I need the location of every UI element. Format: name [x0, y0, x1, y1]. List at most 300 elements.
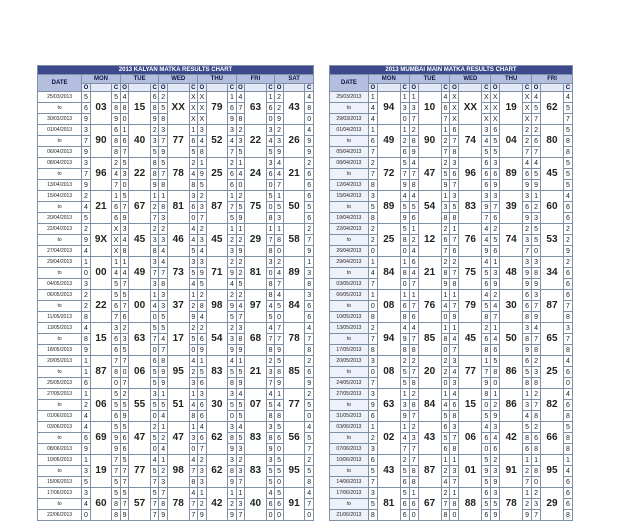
open-panna-digit: 3: [159, 301, 168, 312]
week-row: [330, 411, 573, 422]
open-panna-digit: 7: [491, 312, 500, 323]
week-row: [330, 510, 573, 521]
open-panna-digit: 7: [450, 235, 459, 246]
jodi-result: 74: [500, 224, 523, 257]
open-panna-digit: 3: [491, 422, 500, 433]
open-panna-digit: 4: [82, 202, 91, 213]
week-end-date: 04/05/2013: [38, 279, 82, 290]
jodi-result: 40: [245, 488, 267, 521]
open-panna-digit: 7: [159, 136, 168, 147]
close-panna-digit: 7: [482, 367, 491, 378]
open-panna-digit: 4: [82, 246, 91, 257]
open-panna-digit: 2: [368, 158, 377, 169]
open-panna-digit: 3: [368, 356, 377, 367]
open-panna-digit: 5: [120, 345, 129, 356]
close-panna-digit: 4: [266, 488, 275, 499]
open-panna-digit: 2: [491, 224, 500, 235]
open-panna-digit: 1: [236, 488, 245, 499]
open-panna-digit: 0: [450, 510, 459, 521]
jodi-result: 30: [500, 290, 523, 323]
week-start-date: 13/05/2013: [330, 323, 369, 334]
jodi-result: 62: [541, 92, 564, 125]
open-panna-digit: 2: [275, 92, 284, 103]
open-panna-digit: 7: [236, 477, 245, 488]
open-panna-digit: 9: [532, 180, 541, 191]
open-label: O: [199, 84, 205, 91]
jodi-result: 77: [167, 125, 189, 158]
jodi-result: 10: [418, 92, 441, 125]
open-panna-digit: 9: [236, 246, 245, 257]
open-label: O: [238, 84, 243, 91]
open-panna-digit: 1: [409, 224, 418, 235]
open-panna-digit: 4: [159, 257, 168, 268]
open-panna-digit: 3: [198, 257, 207, 268]
open-panna-digit: 1: [159, 422, 168, 433]
jodi-result: 03: [90, 92, 112, 125]
close-panna-digit: 4: [482, 224, 491, 235]
week-row: [330, 224, 573, 235]
close-panna-digit: 7: [150, 477, 159, 488]
open-panna-digit: 6: [82, 378, 91, 389]
close-panna-digit: 3: [523, 191, 532, 202]
close-panna-digit: 1: [266, 224, 275, 235]
open-panna-digit: 7: [532, 400, 541, 411]
week-start-date: 29/04/2013: [38, 257, 82, 268]
open-panna-digit: 4: [236, 92, 245, 103]
close-panna-digit: 5: [150, 378, 159, 389]
jodi-result: XX: [459, 92, 482, 125]
close-panna-digit: 8: [482, 345, 491, 356]
close-panna-digit: 1: [441, 455, 450, 466]
open-panna-digit: 5: [409, 202, 418, 213]
close-panna-digit: 6: [563, 213, 572, 224]
open-panna-digit: 0: [368, 367, 377, 378]
jodi-result: 86: [500, 356, 523, 389]
close-panna-digit: 0: [189, 345, 198, 356]
open-panna-digit: 6: [491, 246, 500, 257]
jodi-result: 73: [167, 257, 189, 290]
jodi-result: 63: [377, 389, 400, 422]
open-panna-digit: 3: [120, 169, 129, 180]
open-panna-digit: 9: [159, 378, 168, 389]
open-panna-digit: 1: [275, 389, 284, 400]
jodi-spacer: [459, 84, 482, 92]
close-panna-digit: 4: [441, 301, 450, 312]
week-row: [38, 323, 314, 334]
close-panna-digit: 5: [563, 103, 572, 114]
jodi-result: 01: [459, 455, 482, 488]
close-label: C: [305, 84, 314, 92]
week-row: [330, 345, 573, 356]
open-panna-digit: 7: [368, 169, 377, 180]
open-panna-digit: 5: [120, 158, 129, 169]
close-panna-digit: 4: [482, 422, 491, 433]
close-panna-digit: 1: [523, 455, 532, 466]
close-panna-digit: 0: [228, 411, 237, 422]
open-panna-digit: 5: [120, 191, 129, 202]
jodi-result: 54: [206, 323, 228, 356]
close-panna-digit: 3: [150, 235, 159, 246]
date-to-label: to: [38, 466, 82, 477]
open-panna-digit: 6: [120, 444, 129, 455]
close-panna-digit: 5: [400, 224, 409, 235]
week-end-date: 07/06/2013: [330, 444, 369, 455]
jodi-result: 19: [90, 455, 112, 488]
open-panna-digit: 7: [450, 268, 459, 279]
close-panna-digit: 2: [441, 356, 450, 367]
close-panna-digit: 6: [305, 213, 314, 224]
open-panna-digit: 0: [120, 114, 129, 125]
open-panna-digit: 3: [532, 257, 541, 268]
open-panna-digit: 2: [491, 290, 500, 301]
jodi-result: 15: [90, 323, 112, 356]
open-panna-digit: 9: [236, 378, 245, 389]
open-panna-digit: 9: [409, 147, 418, 158]
close-panna-digit: 5: [482, 499, 491, 510]
jodi-result: 30: [206, 389, 228, 422]
close-panna-digit: 7: [150, 334, 159, 345]
jodi-result: 12: [418, 224, 441, 257]
close-panna-digit: 3: [523, 257, 532, 268]
open-panna-digit: 2: [275, 103, 284, 114]
close-panna-digit: 4: [189, 488, 198, 499]
close-panna-digit: 5: [112, 389, 121, 400]
open-panna-digit: 7: [450, 136, 459, 147]
close-panna-digit: 6: [563, 499, 572, 510]
jodi-result: 43: [377, 455, 400, 488]
jodi-result: 39: [500, 191, 523, 224]
close-panna-digit: 1: [266, 92, 275, 103]
close-panna-digit: 7: [189, 499, 198, 510]
close-panna-digit: 8: [228, 466, 237, 477]
open-panna-digit: 4: [409, 323, 418, 334]
jodi-result: 45: [129, 224, 151, 257]
open-panna-digit: 7: [450, 345, 459, 356]
close-panna-digit: 7: [112, 455, 121, 466]
open-panna-digit: 7: [120, 147, 129, 158]
open-panna-digit: 1: [236, 224, 245, 235]
open-panna-digit: 5: [491, 356, 500, 367]
week-end-date: 01/06/2013: [38, 411, 82, 422]
close-panna-digit: 4: [305, 323, 314, 334]
date-header: DATE: [38, 75, 82, 92]
week-start-date: 27/05/2013: [38, 389, 82, 400]
open-panna-digit: X: [491, 92, 500, 103]
open-panna-digit: 5: [275, 301, 284, 312]
close-panna-digit: 8: [441, 268, 450, 279]
close-panna-digit: 2: [189, 323, 198, 334]
close-panna-digit: 9: [112, 114, 121, 125]
jodi-result: 75: [245, 191, 267, 224]
open-panna-digit: 2: [532, 389, 541, 400]
close-panna-digit: 5: [266, 400, 275, 411]
close-panna-digit: 2: [150, 202, 159, 213]
close-panna-digit: 8: [563, 345, 572, 356]
open-panna-digit: 4: [368, 114, 377, 125]
open-panna-digit: 7: [120, 466, 129, 477]
open-panna-digit: 0: [275, 510, 284, 521]
open-panna-digit: 9: [532, 312, 541, 323]
open-panna-digit: 1: [159, 191, 168, 202]
close-panna-digit: 2: [523, 136, 532, 147]
date-to-label: to: [38, 169, 82, 180]
close-panna-digit: 4: [563, 389, 572, 400]
jodi-result: 20: [418, 356, 441, 389]
close-panna-digit: 8: [482, 312, 491, 323]
close-panna-digit: 3: [150, 136, 159, 147]
jodi-result: 26: [283, 125, 305, 158]
close-panna-digit: X: [523, 114, 532, 125]
close-panna-digit: 7: [523, 477, 532, 488]
open-panna-digit: 4: [120, 92, 129, 103]
week-row: [330, 213, 573, 224]
close-panna-digit: 8: [112, 510, 121, 521]
open-panna-digit: X: [199, 115, 205, 123]
close-panna-digit: 5: [400, 158, 409, 169]
open-panna-digit: 9: [82, 444, 91, 455]
open-panna-digit: 4: [82, 323, 91, 334]
close-panna-digit: 6: [441, 235, 450, 246]
close-panna-digit: 8: [563, 411, 572, 422]
open-panna-digit: 7: [236, 103, 245, 114]
open-panna-digit: 8: [159, 180, 168, 191]
open-panna-digit: 3: [491, 488, 500, 499]
jodi-result: 45: [541, 158, 564, 191]
close-panna-digit: 8: [189, 477, 198, 488]
jodi-result: 54: [418, 191, 441, 224]
open-panna-digit: 6: [198, 378, 207, 389]
open-panna-digit: 4: [159, 444, 168, 455]
open-panna-digit: 3: [198, 125, 207, 136]
open-panna-digit: 5: [491, 147, 500, 158]
open-panna-digit: 8: [532, 411, 541, 422]
open-panna-digit: 9: [82, 180, 91, 191]
close-panna-digit: 8: [228, 433, 237, 444]
close-panna-digit: 8: [266, 246, 275, 257]
open-panna-digit: 1: [198, 158, 207, 169]
close-panna-digit: 6: [112, 213, 121, 224]
open-panna-digit: 4: [275, 158, 284, 169]
jodi-result: 57: [129, 488, 151, 521]
open-panna-digit: 6: [368, 411, 377, 422]
jodi-result: 87: [90, 356, 112, 389]
open-panna-digit: 2: [82, 290, 91, 301]
close-panna-digit: 3: [228, 246, 237, 257]
jodi-result: 63: [129, 323, 151, 356]
close-panna-digit: 9: [523, 180, 532, 191]
close-panna-digit: X: [482, 114, 491, 125]
week-row: [330, 334, 573, 345]
close-panna-digit: 5: [441, 169, 450, 180]
close-panna-digit: 0: [266, 268, 275, 279]
close-panna-digit: 7: [112, 466, 121, 477]
close-panna-digit: 1: [228, 224, 237, 235]
open-panna-digit: 8: [159, 279, 168, 290]
jodi-result: 81: [377, 488, 400, 521]
week-row: [330, 92, 573, 103]
jodi-spacer: [418, 84, 441, 92]
day-header: WED: [159, 75, 198, 84]
week-row: [330, 235, 573, 246]
week-start-date: 01/04/2013: [330, 125, 369, 136]
close-panna-digit: 6: [523, 169, 532, 180]
open-panna-digit: 6: [198, 400, 207, 411]
day-header: WED: [450, 75, 491, 84]
close-panna-digit: 4: [150, 301, 159, 312]
open-panna-digit: X: [199, 93, 205, 101]
open-panna-digit: 4: [409, 191, 418, 202]
close-panna-digit: 8: [112, 499, 121, 510]
jodi-result: 69: [90, 422, 112, 455]
jodi-result: 45: [459, 323, 482, 356]
open-panna-digit: 7: [409, 334, 418, 345]
jodi-spacer: [90, 84, 112, 92]
jodi-result: 34: [541, 257, 564, 290]
open-panna-digit: 3: [450, 466, 459, 477]
open-panna-digit: 2: [236, 257, 245, 268]
week-row: [38, 92, 314, 103]
open-panna-digit: 6: [532, 136, 541, 147]
close-panna-digit: 8: [112, 103, 121, 114]
open-panna-digit: 6: [491, 169, 500, 180]
close-panna-digit: 4: [112, 169, 121, 180]
close-panna-digit: 4: [189, 279, 198, 290]
open-panna-digit: 8: [450, 444, 459, 455]
open-panna-digit: 9: [82, 235, 91, 246]
day-header: MON: [368, 75, 409, 84]
open-panna-digit: 4: [198, 136, 207, 147]
close-panna-digit: 5: [305, 466, 314, 477]
close-panna-digit: 4: [305, 422, 314, 433]
week-row: [38, 191, 314, 202]
mumbai-results-table: [329, 65, 573, 521]
date-to-label: to: [330, 400, 369, 411]
week-row: [330, 125, 573, 136]
close-panna-digit: 1: [189, 290, 198, 301]
open-panna-digit: 9: [82, 345, 91, 356]
close-panna-digit: 5: [189, 246, 198, 257]
close-panna-digit: 9: [228, 477, 237, 488]
close-panna-digit: 3: [266, 257, 275, 268]
jodi-result: 25: [206, 158, 228, 191]
week-start-date: 03/06/2013: [38, 422, 82, 433]
day-header: TUE: [409, 75, 450, 84]
open-panna-digit: 3: [368, 389, 377, 400]
open-panna-digit: 6: [82, 433, 91, 444]
close-panna-digit: 6: [228, 169, 237, 180]
jodi-result: 00: [129, 290, 151, 323]
open-panna-digit: 2: [532, 125, 541, 136]
close-panna-digit: 6: [112, 301, 121, 312]
week-row: [330, 466, 573, 477]
open-label: O: [450, 84, 459, 92]
open-panna-digit: 9: [82, 147, 91, 158]
open-panna-digit: 3: [236, 323, 245, 334]
close-panna-digit: 1: [228, 488, 237, 499]
close-panna-digit: 1: [441, 290, 450, 301]
week-row: [330, 367, 573, 378]
close-panna-digit: 3: [482, 191, 491, 202]
open-panna-digit: 9: [491, 180, 500, 191]
open-panna-digit: 1: [450, 488, 459, 499]
jodi-result: 77: [129, 455, 151, 488]
week-end-date: 14/06/2013: [330, 477, 369, 488]
week-row: [38, 356, 314, 367]
open-panna-digit: 1: [120, 125, 129, 136]
close-panna-digit: 2: [150, 125, 159, 136]
open-panna-digit: 3: [368, 191, 377, 202]
open-panna-digit: 6: [450, 169, 459, 180]
open-label: O: [83, 84, 89, 91]
open-panna-digit: 2: [82, 224, 91, 235]
open-panna-digit: 2: [159, 92, 168, 103]
jodi-spacer: [129, 84, 151, 92]
week-row: [330, 268, 573, 279]
open-panna-digit: 9: [159, 147, 168, 158]
day-header: TUE: [120, 75, 159, 84]
close-panna-digit: 6: [305, 180, 314, 191]
open-panna-digit: 9: [120, 213, 129, 224]
week-row: [38, 290, 314, 301]
open-panna-digit: 3: [82, 466, 91, 477]
close-panna-digit: 2: [150, 224, 159, 235]
open-panna-digit: 4: [491, 301, 500, 312]
open-panna-digit: 8: [450, 279, 459, 290]
close-panna-digit: 9: [228, 301, 237, 312]
close-panna-digit: 5: [482, 301, 491, 312]
close-panna-digit: 0: [563, 378, 572, 389]
open-panna-digit: 5: [532, 224, 541, 235]
open-panna-digit: 6: [409, 213, 418, 224]
close-panna-digit: 9: [523, 345, 532, 356]
close-panna-digit: 5: [400, 488, 409, 499]
open-panna-digit: 1: [450, 455, 459, 466]
open-panna-digit: 6: [450, 125, 459, 136]
close-panna-digit: X: [113, 247, 119, 255]
jodi-result: 67: [418, 488, 441, 521]
open-panna-digit: 0: [275, 312, 284, 323]
close-panna-digit: 7: [266, 235, 275, 246]
close-panna-digit: 1: [523, 389, 532, 400]
jodi-result: 08: [377, 356, 400, 389]
close-panna-digit: 4: [112, 268, 121, 279]
date-to-label: to: [38, 136, 82, 147]
open-panna-digit: 7: [409, 367, 418, 378]
close-panna-digit: 3: [266, 125, 275, 136]
day-header: MON: [82, 75, 121, 84]
close-panna-digit: 4: [266, 136, 275, 147]
open-panna-digit: 2: [198, 455, 207, 466]
jodi-result: 06: [90, 389, 112, 422]
close-panna-digit: 9: [189, 312, 198, 323]
close-panna-digit: 5: [112, 488, 121, 499]
jodi-result: 50: [283, 191, 305, 224]
open-panna-digit: 8: [368, 312, 377, 323]
jodi-result: 48: [500, 257, 523, 290]
jodi-result: 85: [283, 356, 305, 389]
open-panna-digit: 3: [368, 488, 377, 499]
week-row: [330, 455, 573, 466]
close-panna-digit: 6: [400, 499, 409, 510]
close-panna-digit: 9: [482, 202, 491, 213]
week-start-date: 27/05/2013: [330, 389, 369, 400]
open-panna-digit: 2: [409, 125, 418, 136]
close-panna-digit: 5: [441, 433, 450, 444]
week-end-date: 26/04/2013: [330, 246, 369, 257]
close-panna-digit: 5: [112, 477, 121, 488]
open-panna-digit: 5: [491, 136, 500, 147]
open-panna-digit: 7: [532, 301, 541, 312]
